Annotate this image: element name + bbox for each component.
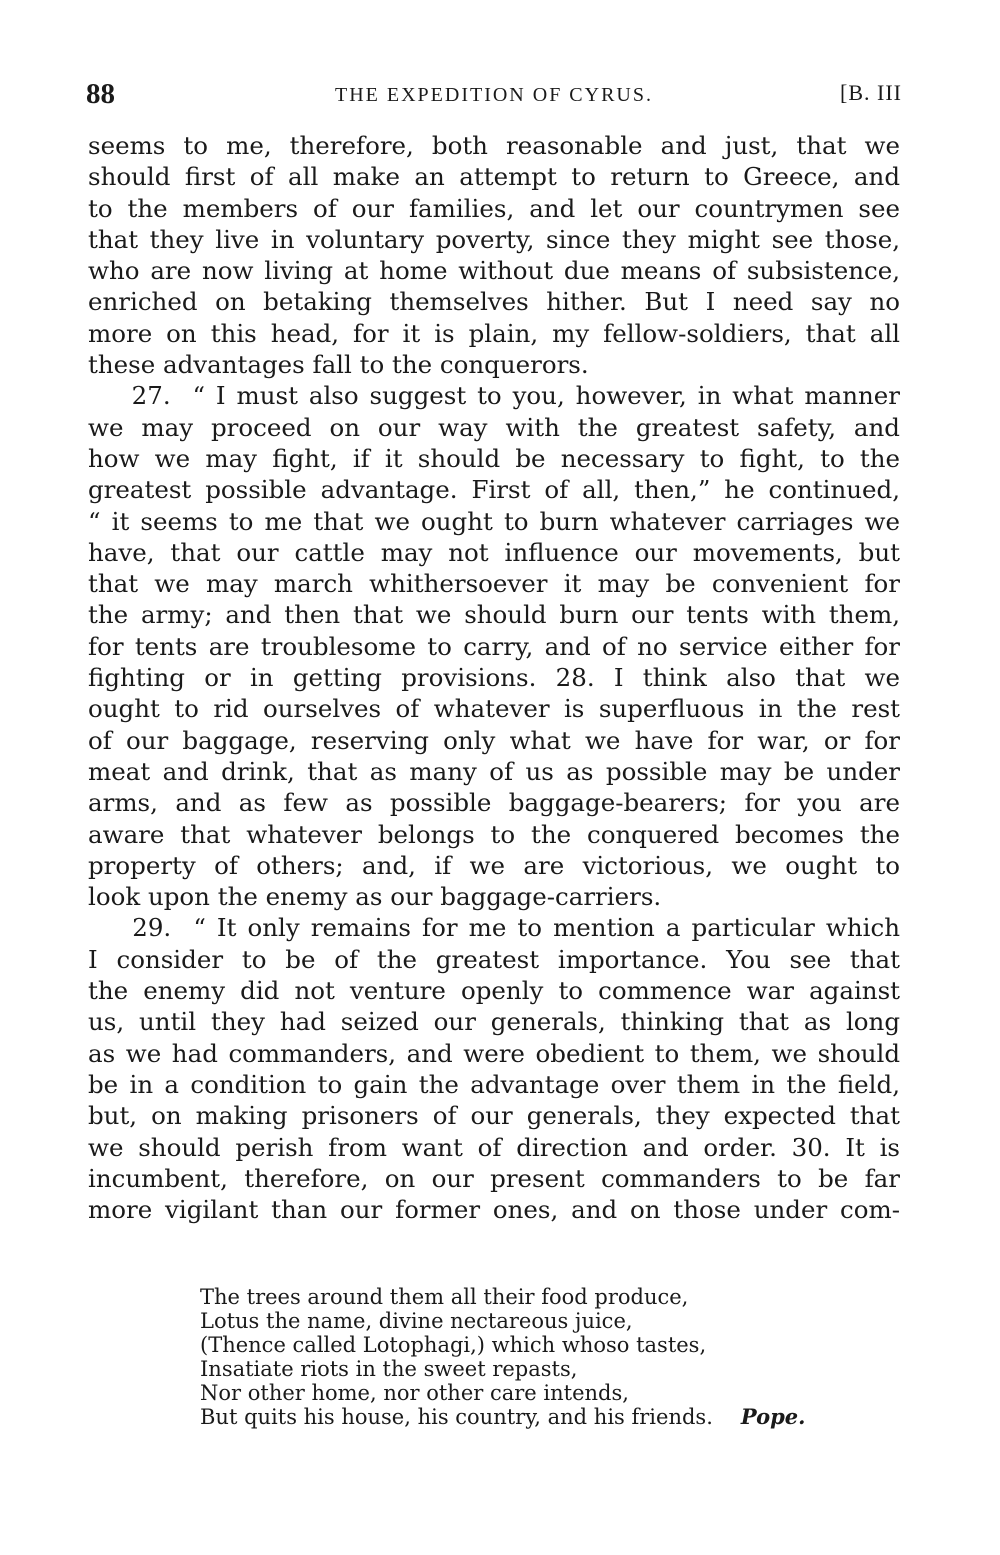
- verse-line: Nor other home, nor other care intends,: [200, 1381, 629, 1405]
- verse-line-last: [200, 1405, 900, 1429]
- verse-line: Lotus the name, divine nectareous juice,: [200, 1309, 633, 1333]
- paragraph-27-start: 27. “ I must also suggest to you, however, in what manner: [88, 381, 900, 411]
- verse-line: (Thence called Lotophagi,) which whoso tastes,: [200, 1333, 707, 1357]
- text-line: more on this head, for it is plain, my fellow-soldiers, that all: [88, 318, 900, 348]
- text-line: to the members of our families, and let our countrymen see: [88, 193, 900, 223]
- text-line: as we had commanders, and were obedient to them, we should: [88, 1038, 900, 1068]
- text-line: that they live in voluntary poverty, since they might see those,: [88, 224, 900, 254]
- text-line: we should perish from want of direction and order. 30. It is: [88, 1132, 900, 1162]
- running-title: THE EXPEDITION OF CYRUS.: [335, 84, 653, 106]
- text-line: greatest possible advantage. First of all, then,” he continued,: [88, 475, 900, 505]
- text-line: I consider to be of the greatest importance. You see that: [88, 944, 900, 974]
- paragraph-29-start: 29. “ It only remains for me to mention a particular which: [88, 913, 900, 943]
- text-line: be in a condition to gain the advantage over them in the field,: [88, 1069, 900, 1099]
- text-line: the enemy did not venture openly to commence war against: [88, 976, 900, 1006]
- text-line: that we may march whithersoever it may be convenient for: [88, 569, 900, 599]
- footnote-verse: [200, 1285, 900, 1429]
- verse-line: The trees around them all their food produce,: [200, 1285, 689, 1309]
- page-number: 88: [86, 78, 115, 110]
- text-line: us, until they had seized our generals, thinking that as long: [88, 1007, 900, 1037]
- text-line: but, on making prisoners of our generals, they expected that: [88, 1101, 900, 1131]
- body-text: [88, 130, 900, 1225]
- text-line: how we may fight, if it should be necessary to fight, to the: [88, 443, 900, 473]
- text-line: aware that whatever belongs to the conquered becomes the: [88, 819, 900, 849]
- text-line: incumbent, therefore, on our present commanders to be far: [88, 1163, 900, 1193]
- text-line: fighting or in getting provisions. 28. I think also that we: [88, 663, 900, 693]
- text-line: enriched on betaking themselves hither. But I need say no: [88, 287, 900, 317]
- text-line: look upon the enemy as our baggage-carriers.: [88, 882, 662, 912]
- text-line: seems to me, therefore, both reasonable and just, that we: [88, 131, 900, 160]
- verse-line: Insatiate riots in the sweet repasts,: [200, 1357, 578, 1381]
- text-line: of our baggage, reserving only what we have for war, or for: [88, 725, 900, 755]
- book-reference: [B. III: [840, 80, 902, 105]
- text-line: for tents are troublesome to carry, and of no service either for: [88, 631, 900, 661]
- text-line: “ it seems to me that we ought to burn whatever carriages we: [88, 506, 900, 536]
- text-line: ought to rid ourselves of whatever is superfluous in the rest: [88, 694, 900, 724]
- page-header: [86, 78, 902, 114]
- text-line: property of others; and, if we are victorious, we ought to: [88, 850, 900, 880]
- text-line: arms, and as few as possible baggage-bearers; for you are: [88, 788, 900, 818]
- text-line: meat and drink, that as many of us as possible may be under: [88, 756, 900, 786]
- text-line: more vigilant than our former ones, and on those under com-: [88, 1195, 900, 1225]
- verse-attribution: Pope.: [740, 1404, 806, 1429]
- text-line: should first of all make an attempt to return to Greece, and: [88, 162, 900, 192]
- text-line: these advantages fall to the conquerors.: [88, 350, 589, 380]
- text-line: the army; and then that we should burn our tents with them,: [88, 600, 900, 630]
- text-line: have, that our cattle may not influence our movements, but: [88, 537, 900, 567]
- verse-line-text: But quits his house, his country, and his friends.: [200, 1405, 713, 1429]
- text-line: who are now living at home without due means of subsistence,: [88, 256, 900, 286]
- text-line: we may proceed on our way with the greatest safety, and: [88, 412, 900, 442]
